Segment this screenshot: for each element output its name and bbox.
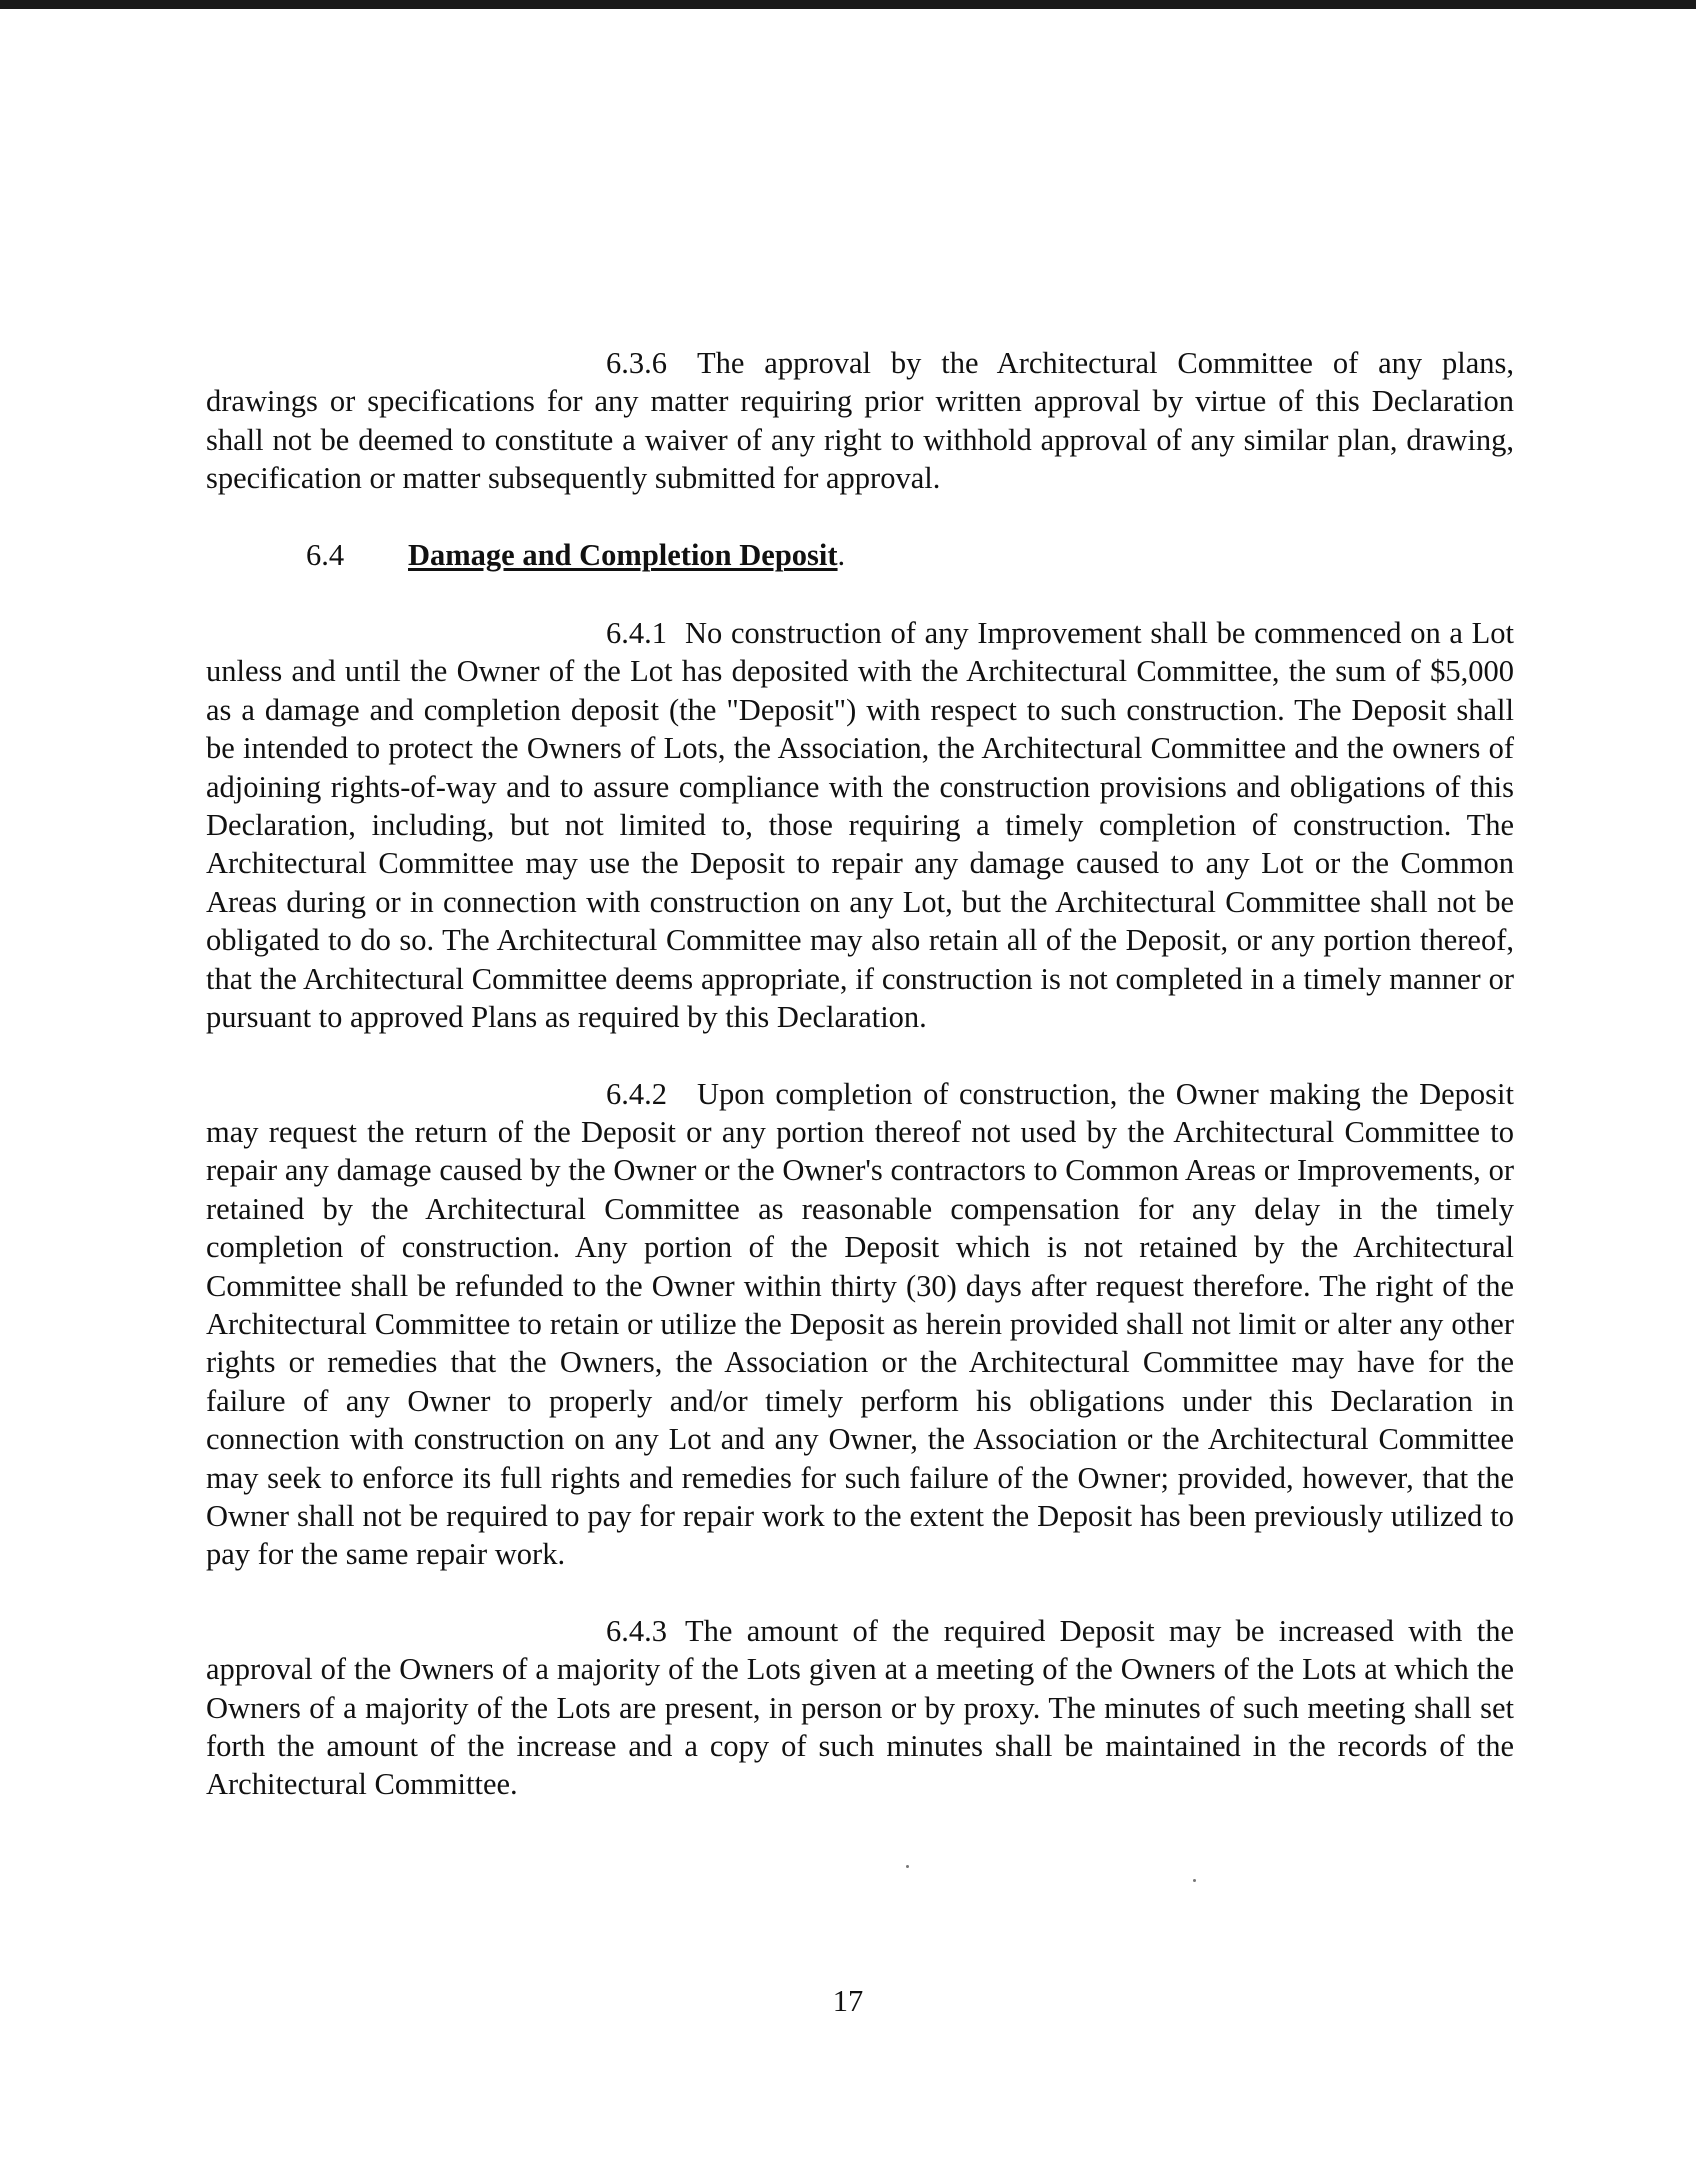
paragraph-6-4-1 [206, 614, 1514, 1036]
paragraph-6-4-2 [206, 1075, 1514, 1574]
paragraph-text: The amount of the required Deposit may be increased with the approval of the Owners of a majority of the Lots given at a meeting of the Owners of the Lots at which the Owners of a majority of the Lots are present, in person or by proxy. The minutes of such meeting shall set forth the amount of the increase and a copy of such minutes shall be maintained in the records of the Architectural Committee. [206, 1613, 1514, 1802]
section-number: 6.3.6 [606, 346, 667, 380]
paragraph-text: Upon completion of construction, the Owner making the Deposit may request the return of the Deposit or any portion thereof not used by the Architectural Committee to repair any damage caused by the Owner or the Owner's contractors to Common Areas or Improvements, or retained by the Architectural Committee as reasonable compensation for any delay in the timely completion of construction. Any portion of the Deposit which is not retained by the Architectural Committee shall be refunded to the Owner within thirty (30) days after request therefore. The right of the Architectural Committee to retain or utilize the Deposit as herein provided shall not limit or alter any other rights or remedies that the Owners, the Association or the Architectural Committee may have for the failure of any Owner to properly and/or timely perform his obligations under this Declaration in connection with construction on any Lot and any Owner, the Association or the Architectural Committee may seek to enforce its full rights and remedies for such failure of the Owner; provided, however, that the Owner shall not be required to pay for repair work to the extent the Deposit has been previously utilized to pay for the same repair work. [206, 1076, 1514, 1572]
section-number: 6.4.3 [606, 1613, 667, 1648]
section-number: 6.4 [306, 537, 345, 572]
scan-top-edge [0, 0, 1696, 9]
paragraph-text: No construction of any Improvement shall be commenced on a Lot unless and until the Owner of the Lot has deposited with the Architectural Committee, the sum of $5,000 as a damage and completion deposit (the "Deposit") with respect to such construction. The Deposit shall be intended to protect the Owners of Lots, the Association, the Architectural Committee and the owners of adjoining rights-of-way and to assure compliance with the construction provisions and obligations of this Declaration, including, but not limited to, those requiring a timely completion of construction. The Architectural Committee may use the Deposit to repair any damage caused to any Lot or the Common Areas during or in connection with construction on any Lot, but the Architectural Committee shall not be obligated to do so. The Architectural Committee may also retain all of the Deposit, or any portion thereof, that the Architectural Committee deems appropriate, if construction is not completed in a timely manner or pursuant to approved Plans as required by this Declaration. [206, 616, 1514, 1035]
scan-speck [1193, 1879, 1196, 1882]
document-page-body [206, 344, 1514, 1804]
scan-speck [906, 1865, 909, 1868]
paragraph-6-3-6 [206, 344, 1514, 498]
section-title: Damage and Completion Deposit [408, 537, 838, 572]
section-title-period: . [837, 537, 846, 572]
paragraph-text: The approval by the Architectural Committee of any plans, drawings or specifications for any matter requiring prior written approval by virtue of this Declaration shall not be deemed to constitute a waiver of any right to withhold approval of any similar plan, drawing, specification or matter subsequently submitted for approval. [206, 346, 1514, 496]
paragraph-gap [206, 1574, 1514, 1612]
section-number: 6.4.2 [606, 1076, 667, 1111]
section-number: 6.4.1 [606, 616, 667, 651]
page-number: 17 [832, 1984, 864, 2018]
paragraph-6-4-3 [206, 1612, 1514, 1804]
section-heading-6-4 [206, 536, 1514, 574]
paragraph-gap [206, 498, 1514, 536]
paragraph-gap [206, 574, 1514, 614]
paragraph-gap [206, 1037, 1514, 1075]
